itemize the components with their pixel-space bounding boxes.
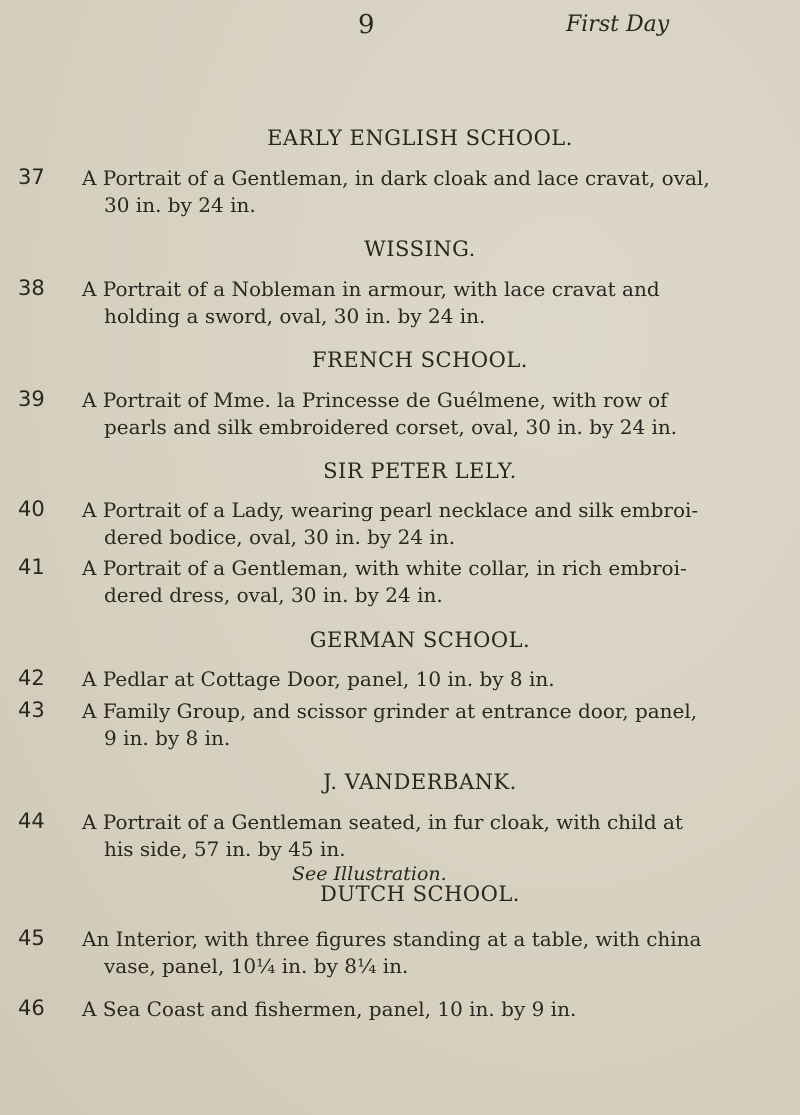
running-title: First Day xyxy=(566,12,670,37)
lot-description xyxy=(82,165,790,219)
lot-number: 46 xyxy=(18,996,45,1020)
lot-line: An Interior, with three figures standing at a table, with china xyxy=(82,927,702,951)
lot-line: 30 in. by 24 in. xyxy=(104,193,256,217)
lot-line: A Portrait of a Gentleman seated, in fur cloak, with child at xyxy=(82,810,683,834)
lot-description xyxy=(82,926,790,980)
lot-line: dered dress, oval, 30 in. by 24 in. xyxy=(104,583,443,607)
lot-line: A Pedlar at Cottage Door, panel, 10 in. by 8 in. xyxy=(82,667,555,691)
lot-number: 39 xyxy=(18,387,45,411)
lot-line: his side, 57 in. by 45 in. xyxy=(104,837,346,861)
section-heading: FRENCH SCHOOL. xyxy=(312,348,528,372)
lot-description xyxy=(82,809,790,863)
lot-line: A Sea Coast and fishermen, panel, 10 in. by 9 in. xyxy=(82,997,577,1021)
section-heading: GERMAN SCHOOL. xyxy=(309,628,531,652)
section-heading: EARLY ENGLISH SCHOOL. xyxy=(267,126,573,150)
lot-number: 43 xyxy=(18,698,45,722)
lot-description xyxy=(82,497,790,551)
section-heading: DUTCH SCHOOL. xyxy=(320,882,520,906)
lot-description xyxy=(82,698,790,752)
lot-line: A Family Group, and scissor grinder at entrance door, panel, xyxy=(82,699,698,723)
lot-number: 40 xyxy=(18,497,45,521)
lot-number: 45 xyxy=(18,926,45,950)
page-number: 9 xyxy=(358,10,375,40)
lot-description xyxy=(82,996,790,1023)
section-heading: WISSING. xyxy=(364,237,476,261)
page-header xyxy=(0,6,800,46)
lot-line: A Portrait of a Lady, wearing pearl necklace and silk embroi- xyxy=(82,498,699,522)
lot-line: A Portrait of a Gentleman, in dark cloak and lace cravat, oval, xyxy=(82,166,710,190)
lot-line: 9 in. by 8 in. xyxy=(104,726,231,750)
lot-line: A Portrait of a Gentleman, with white collar, in rich embroi- xyxy=(82,556,687,580)
lot-description xyxy=(82,387,790,441)
lot-line: holding a sword, oval, 30 in. by 24 in. xyxy=(104,304,486,328)
lot-line: vase, panel, 10¼ in. by 8¼ in. xyxy=(104,954,409,978)
section-heading: J. VANDERBANK. xyxy=(323,770,517,794)
lot-line: A Portrait of a Nobleman in armour, with lace cravat and xyxy=(82,277,660,301)
lot-line: dered bodice, oval, 30 in. by 24 in. xyxy=(104,525,456,549)
lot-description xyxy=(82,555,790,609)
lot-number: 44 xyxy=(18,809,45,833)
illustration-note: See Illustration. xyxy=(292,863,447,885)
lot-number: 38 xyxy=(18,276,45,300)
lot-number: 37 xyxy=(18,165,45,189)
lot-number: 42 xyxy=(18,666,45,690)
lot-description xyxy=(82,276,790,330)
lot-description xyxy=(82,666,790,693)
section-heading: SIR PETER LELY. xyxy=(323,459,517,483)
lot-number: 41 xyxy=(18,555,45,579)
lot-line: pearls and silk embroidered corset, oval, 30 in. by 24 in. xyxy=(104,415,678,439)
lot-line: A Portrait of Mme. la Princesse de Guélmene, with row of xyxy=(82,388,668,412)
